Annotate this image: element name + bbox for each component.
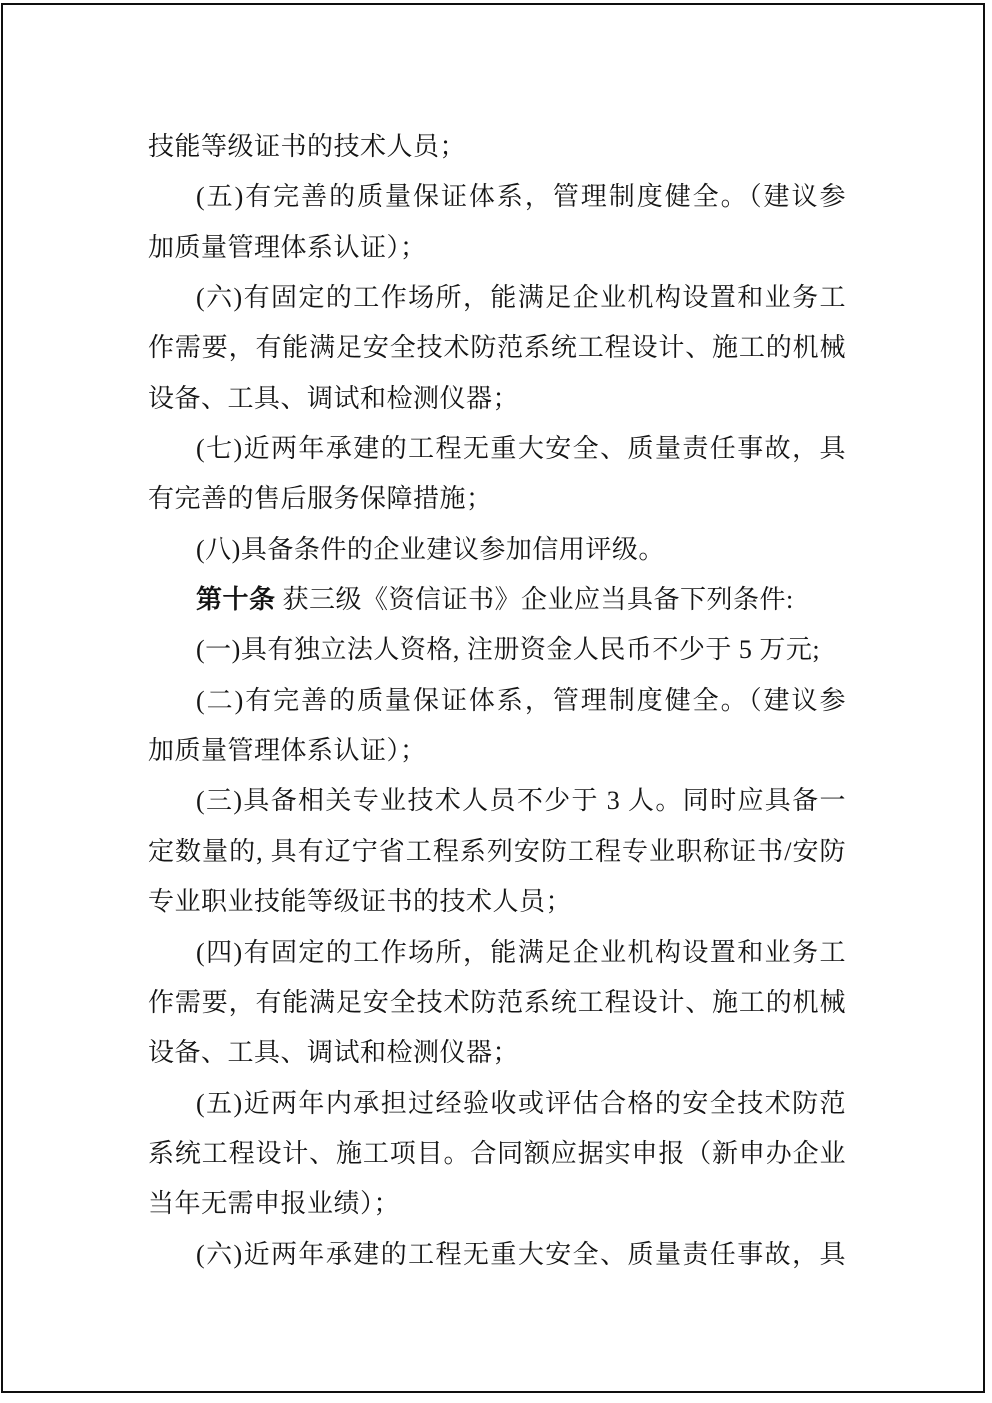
line-text: (六)近两年承建的工程无重大安全、质量责任事故，具 <box>196 1239 846 1269</box>
text-line <box>148 474 846 524</box>
document-text-block <box>148 122 846 1280</box>
line-text: 加质量管理体系认证）； <box>148 736 427 766</box>
line-text: (四)有固定的工作场所，能满足企业机构设置和业务工 <box>196 937 846 967</box>
text-line <box>148 323 846 373</box>
line-text: (七)近两年承建的工程无重大安全、质量责任事故，具 <box>196 434 846 464</box>
text-line <box>148 525 846 575</box>
text-line <box>148 877 846 927</box>
text-line <box>148 1079 846 1129</box>
line-text: (二)有完善的质量保证体系，管理制度健全。（建议参 <box>196 685 846 715</box>
line-text: (五)近两年内承担过经验收或评估合格的安全技术防范 <box>196 1088 846 1118</box>
line-text: 系统工程设计、施工项目。合同额应据实申报（新申办企业 <box>148 1138 846 1168</box>
text-line <box>148 978 846 1028</box>
text-line <box>148 726 846 776</box>
line-text: 加质量管理体系认证）； <box>148 232 427 262</box>
line-text: 有完善的售后服务保障措施； <box>148 484 493 514</box>
line-text: 专业职业技能等级证书的技术人员； <box>148 887 573 917</box>
article-heading: 第十条 <box>196 585 276 615</box>
line-text: (一)具有独立法人资格, 注册资金人民币不少于 5 万元; <box>196 635 821 665</box>
line-text: 技能等级证书的技术人员； <box>148 132 467 161</box>
line-text: 设备、工具、调试和检测仪器； <box>148 1038 520 1068</box>
line-text: (六)有固定的工作场所，能满足企业机构设置和业务工 <box>196 283 846 313</box>
text-line <box>148 676 846 726</box>
line-text: 设备、工具、调试和检测仪器； <box>148 383 520 413</box>
line-text: 作需要，有能满足安全技术防范系统工程设计、施工的机械 <box>148 987 846 1017</box>
line-text: 定数量的, 具有辽宁省工程系列安防工程专业职称证书/安防 <box>148 836 846 866</box>
text-line <box>148 273 846 323</box>
text-line <box>148 223 846 273</box>
text-line <box>148 625 846 675</box>
line-text: 作需要，有能满足安全技术防范系统工程设计、施工的机械 <box>148 333 846 363</box>
text-line <box>148 122 846 172</box>
text-line <box>148 1028 846 1078</box>
line-text: 获三级《资信证书》企业应当具备下列条件: <box>275 585 794 615</box>
text-line <box>148 172 846 222</box>
text-line <box>148 575 846 625</box>
text-line <box>148 1129 846 1179</box>
text-line <box>148 1230 846 1280</box>
text-line <box>148 928 846 978</box>
text-line <box>148 374 846 424</box>
text-line <box>148 827 846 877</box>
text-line <box>148 776 846 826</box>
line-text: 当年无需申报业绩）； <box>148 1189 401 1219</box>
line-text: (五)有完善的质量保证体系，管理制度健全。（建议参 <box>196 182 846 212</box>
text-line <box>148 1179 846 1229</box>
text-line <box>148 424 846 474</box>
line-text: (三)具备相关专业技术人员不少于 3 人。同时应具备一 <box>196 786 846 816</box>
line-text: (八)具备条件的企业建议参加信用评级。 <box>196 534 665 564</box>
